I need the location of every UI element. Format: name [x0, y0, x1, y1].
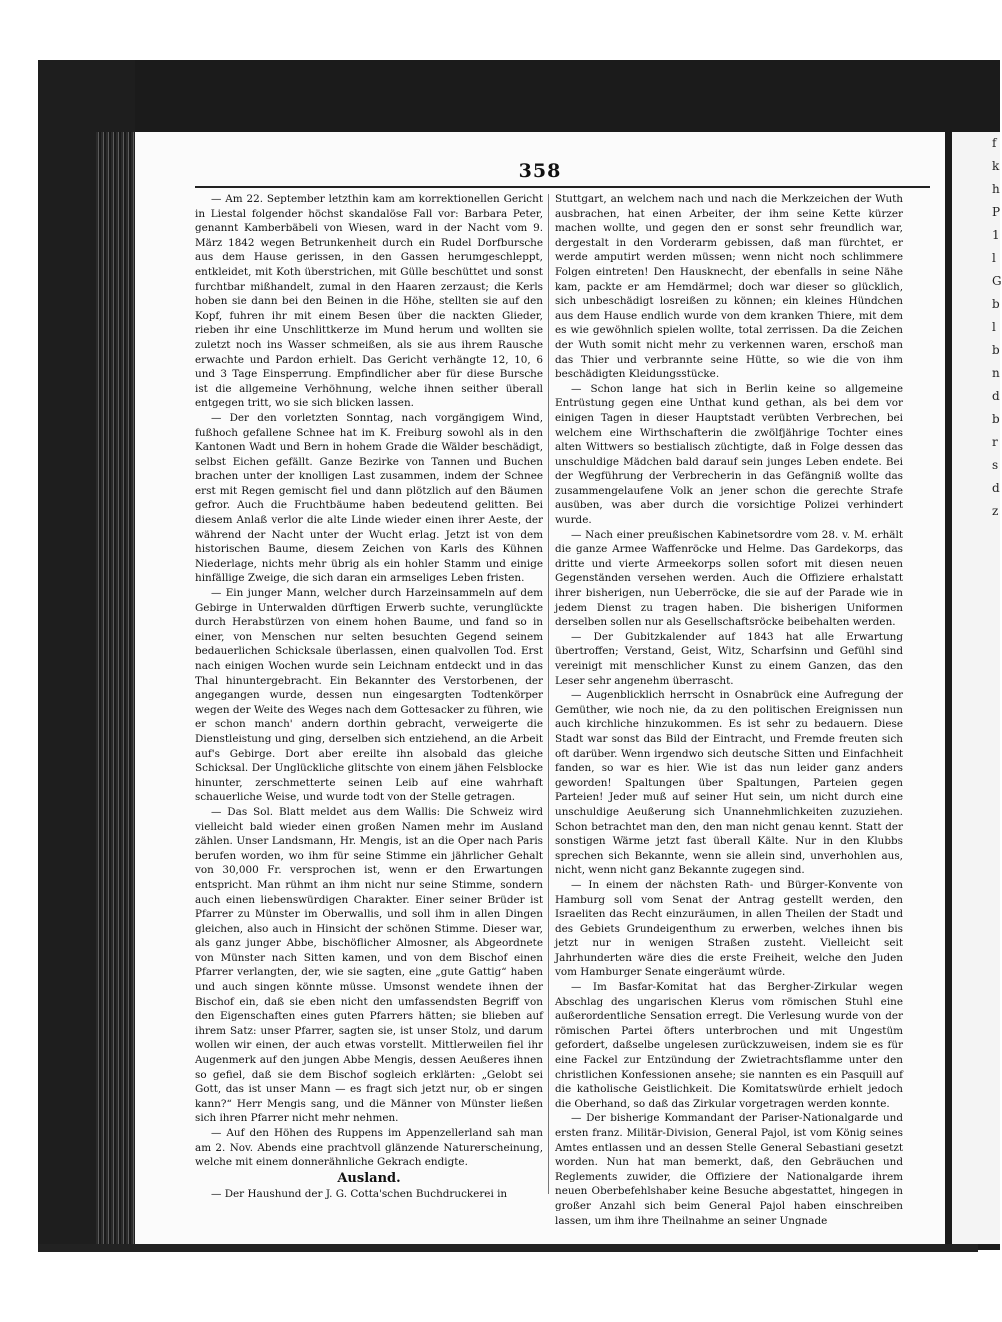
header-rule	[195, 186, 930, 188]
adjacent-page-letter: l	[992, 320, 996, 334]
adjacent-page-letter: P	[992, 205, 1001, 219]
column-divider	[548, 194, 549, 1194]
article-osnabrueck: — Augenblicklich herrscht in Osnabrück eine Aufregung der Gemüther, wie noch nie, da zu den politischen Ereignissen nun auch kirchliche hinzukommen. Es ist sehr zu bedauern. Diese Stadt war sonst das Bild der Eintracht, und Fremde freuten sich oft darüber. Wenn irgendwo sich deutsche Sitten und Einfachheit fanden, so war es hier. Wie ist das nun leider ganz anders geworden! Spaltungen über Spaltungen, Parteien gegen Parteien! Jeder muß auf seiner Hut sein, um nicht durch eine unschuldige Aeußerung sich Unannehmlichkeiten zuzuziehen. Schon betrachtet man den, den man nicht genau kennt. Statt der sonstigen Wärme jetzt fast überall Kälte. Nur in den Klubbs sprechen sich Bekannte, wenn sie allein sind, unverhohlen aus, nicht, wenn nicht ganz Bekannte zugegen sind.	[555, 689, 903, 877]
adjacent-page-letter: 1	[992, 228, 1000, 242]
article-ruppen: — Auf den Höhen des Ruppens im Appenzellerland sah man am 2. Nov. Abends eine prachtvoll glänzende Naturerscheinung, welche mit einem donnerähnliche Gekrach endigte.	[195, 1127, 543, 1169]
article-cotta-dog-start: — Der Haushund der J. G. Cotta'schen Buchdruckerei in	[211, 1188, 508, 1201]
adjacent-page-letter: b	[992, 412, 1000, 426]
adjacent-page-letter: d	[992, 481, 1000, 495]
adjacent-page-letter: d	[992, 389, 1000, 403]
article-berlin: — Schon lange hat sich in Berlin keine so allgemeine Entrüstung gegen eine Unthat kund gethan, als bei dem vor einigen Tagen in dieser Hauptstadt verübten Verbrechen, bei welchem eine Wirthschafterin die zwölfjährige Tochter eines alten Wittwers so bestialisch züchtigte, daß in Folge dessen das unschuldige Mädchen bald darauf sein junges Leben endete. Bei der Wegführung der Verbrecherin in das Gefängniß wollte das zusammengelaufene Volk an jener schon die gerechte Strafe ausüben, was aber durch die vorsichtige Polizei verhindert wurde.	[555, 382, 903, 527]
article-pajol: — Der bisherige Kommandant der Pariser-Nationalgarde und ersten franz. Militär-Division, General Pajol, ist vom König seines Amtes entlassen und an dessen Stelle General Sebastiani gesetzt worden. Nun hat man bemerkt, daß, den Gebräuchen und Reglements zuwider, die Offiziere der Nationalgarde ihrem neuen Oberbefehlshaber keine Besuche abgestattet, hingegen in großer Anzahl sich beim General Pajol haben einschreiben lassen, um ihm ihre Theilnahme an seiner Ungnade	[555, 1112, 903, 1227]
adjacent-page-letter: l	[992, 251, 996, 265]
article-liestal: — Am 22. September letzthin kam am korrektionellen Gericht in Liestal folgender höchst skandalöse Fall vor: Barbara Peter, genannt Kamberbäbeli von Wiesen, ward in der Nacht vom 9. März 1842 wegen Betrunkenheit durch ein Rudel Dorfbursche aus dem Hause gerissen, in den Gassen herumgeschleppt, entkleidet, mit Koth überstrichen, mit Gülle beschüttet und sonst furchtbar mißhandelt, zumal in den Haaren zerzaust; die Kerls hoben sie dann bei den Beinen in die Höhe, stellten sie auf den Kopf, fuhren ihr mit einem Besen über die nackten Glieder, rieben ihr eine Unschlittkerze im Mund herum und wollten sie zuletzt noch ins Wasser schmeißen, als sie aus ihrem Rausche erwachte und Pardon erhielt. Das Gericht verhängte 12, 10, 6 und 3 Tage Einsperrung. Empfindlicher aber für diese Bursche ist die allgemeine Verhöhnung, welche ihnen seither überall entgegen tritt, wo sie sich blicken lassen.	[195, 193, 543, 410]
article-young-man: — Ein junger Mann, welcher durch Harzeinsammeln auf dem Gebirge in Unterwalden dürftigen Erwerb suchte, verunglückte durch Herabstürzen von einem hohen Baume, und fand so in einer, von Menschen nur selten besuchten Gegend seinem bedauerlichen Schicksale überlassen, einen qualvollen Tod. Erst nach einigen Wochen wurde sein Leichnam entdeckt und in das Thal hinuntergebracht. Ein Bekannter des Verstorbenen, der angegangen wurde, dessen nun eingesargten Todtenkörper wegen der Weite des Weges nach dem Gottesacker zu führen, wie er schon manch' andern dorthin gebracht, verweigerte die Dienstleistung und ging, derselben sich entziehend, an die Arbeit auf's Gebirge. Dort aber ereilte ihn alsobald das gleiche Schicksal. Der Unglückliche glitschte von einem jähen Felsblocke hinunter, zerschmetterte seinen Leib auf eine wahrhaft schauerliche Weise, und wurde todt von der Stelle getragen.	[195, 587, 543, 804]
scan-border-top	[38, 60, 1000, 132]
article-snow-damage: — Der den vorletzten Sonntag, nach vorgängigem Wind, fußhoch gefallene Schnee hat im K. Freiburg sowohl als in den Kantonen Wadt und Bern in hohem Grade die Wälder beschädigt, selbst Eichen gefällt. Ganze Bezirke von Tannen und Buchen brachen unter der knolligen Last zusammen, indem der Schnee erst mit Regen gemischt fiel und dann plötzlich auf den Bäumen gefror. Auch die Fruchtbäume haben bedeutend gelitten. Bei diesem Anlaß verlor die alte Linde wieder einen ihrer Aeste, der während der Nacht unter der Wucht erlag. Jetzt ist von dem historischen Baume, diesem Zeichen von Karls des Kühnen Niederlage, nichts mehr übrig als ein hohler Stamm und einige hinfällige Zweige, die sich daran ein armseliges Leben fristen.	[195, 411, 543, 585]
article-mengis: — Das Sol. Blatt meldet aus dem Wallis: Die Schweiz wird vielleicht bald wieder einen großen Namen mehr im Ausland zählen. Unser Landsmann, Hr. Mengis, ist an die Oper nach Paris berufen worden, wo ihm für seine Stimme ein jährlicher Gehalt von 30,000 Fr. versprochen ist, wenn er den Erwartungen entspricht. Man rühmt an ihm nicht nur seine Stimme, sondern auch einen liebenswürdigen Charakter. Einer seiner Brüder ist Pfarrer zu Münster im Oberwallis, und soll ihm in allen Dingen gleichen, also auch in Hinsicht der schönen Stimme. Dieser war, als ganz junger Abbe, bischöflicher Almosner, als Abgeordnete von Münster nach Sitten kamen, und von dem Bischof einen Pfarrer verlangten, der, wie sie sagten, eine „gute Gattig“ haben und auch singen könnte müsse. Umsonst wendete ihnen der Bischof ein, daß sie eben nicht den umfassendsten Begriff von den Eigenschaften eines guten Pfarrers hätten; sie blieben auf ihrem Satz: unser Pfarrer, sagten sie, ist unser Stolz, und darum wollen wir einen, der auch etwas vorstellt. Mittlerweilen fiel ihr Augenmerk auf den jungen Abbe Mengis, dessen Aeußeres ihnen so gefiel, daß sie dem Bischof sogleich erklärten: „Gelobt sei Gott, das ist unser Mann — es fragt sich jetzt nur, ob er singen kann?“ Herr Mengis sang, und die Männer von Münster ließen sich ihren Pfarrer nicht mehr nehmen.	[195, 805, 543, 1125]
adjacent-page-letter: b	[992, 343, 1000, 357]
article-kabinetsordre: — Nach einer preußischen Kabinetsordre vom 28. v. M. erhält die ganze Armee Waffenröcke und Helme. Das Gardekorps, das dritte und vierte Armeekorps sollen sofort mit diesen neuen Gegenständen versehen werden. Auch die Offiziere erhalstatt ihrer bisherigen, nun Ueberröcke, die sie auf der Parade wie in jedem Dienst zu tragen haben. Die bisherigen Uniformen derselben sollen nur als Gesellschaftsröcke beibehalten werden.	[555, 528, 903, 629]
page-number: 358	[518, 160, 562, 182]
adjacent-page-letter: z	[992, 504, 999, 518]
article-cotta-dog-cont: Stuttgart, an welchem nach und nach die Merkzeichen der Wuth ausbrachen, hat einen Arbeiter, der ihm seine Kette kürzer machen wollte, und gegen den er sonst sehr freundlich war, dergestalt in den Vorderarm gebissen, daß man fürchtet, er werde amputirt werden müssen; wenn nicht noch schlimmere Folgen eintreten! Den Hausknecht, der ebenfalls in seine Nähe kam, packte er am Hemdärmel; doch war dieser so glücklich, sich unbeschädigt losreißen zu können; ein kleines Hündchen aus dem Hause endlich wurde von dem kranken Thiere, mit dem es wie gewöhnlich spielen wollte, total zerrissen. Da die Zeichen der Wuth somit nicht mehr zu verkennen waren, erschoß man das Thier und verbrannte seine Hütte, so wie die von ihm beschädigten Kleidungsstücke.	[555, 193, 903, 381]
adjacent-page-letter: s	[992, 458, 999, 472]
adjacent-page-letter: b	[992, 297, 1000, 311]
right-column	[555, 192, 903, 1228]
scan-border-bottom	[38, 1244, 978, 1252]
article-hamburg: — In einem der nächsten Rath- und Bürger-Konvente von Hamburg soll vom Senat der Antrag gestellt werden, den Israeliten das Recht einzuräumen, in allen Theilen der Stadt und des Gebiets Grundeigenthum zu erwerben, welches ihnen bis jetzt nur in wenigen Straßen zusteht. Vielleicht seit Jahrhunderten wäre dies die erste Freiheit, welche den Juden vom Hamburger Senate eingeräumt würde.	[555, 878, 903, 979]
adjacent-page-letter: k	[992, 159, 1000, 173]
adjacent-page-letter: G	[992, 274, 1002, 288]
article-gubitzkalender: — Der Gubitzkalender auf 1843 hat alle Erwartung übertroffen; Verstand, Geist, Witz, Scharfsinn und Gefühl sind vereinigt mit menschlicher Kunst zu einem Ganzen, das den Leser sehr angenehm überrascht.	[555, 630, 903, 687]
article-basfar: — Im Basfar-Komitat hat das Bergher-Zirkular wegen Abschlag des ungarischen Klerus vom römischen Stuhl eine außerordentliche Sensation erregt. Die Verlesung wurde von der römischen Partei öfters unterbrochen und mit Ungestüm gefordert, daßselbe ungelesen zurückzuweisen, indem sie es für eine Fackel zur Entzündung der Zwietrachtsflamme unter den christlichen Konfessionen ansehe; sie nannten es ein Pasquill auf die katholische Geistlichkeit. Die Komitatswürde erhielt jedoch die Oberhand, so daß das Zirkular vorgetragen werden konnte.	[555, 981, 903, 1110]
book-spine	[96, 132, 134, 1252]
adjacent-page-letter: r	[992, 435, 998, 449]
newspaper-page	[135, 132, 945, 1244]
adjacent-page-letter: f	[992, 136, 997, 150]
adjacent-page-letter: n	[992, 366, 1000, 380]
adjacent-page-letter: h	[992, 182, 1000, 196]
left-column	[195, 192, 543, 1202]
adjacent-page-edge	[952, 132, 1000, 1244]
section-heading-ausland: Ausland.	[337, 1170, 401, 1186]
